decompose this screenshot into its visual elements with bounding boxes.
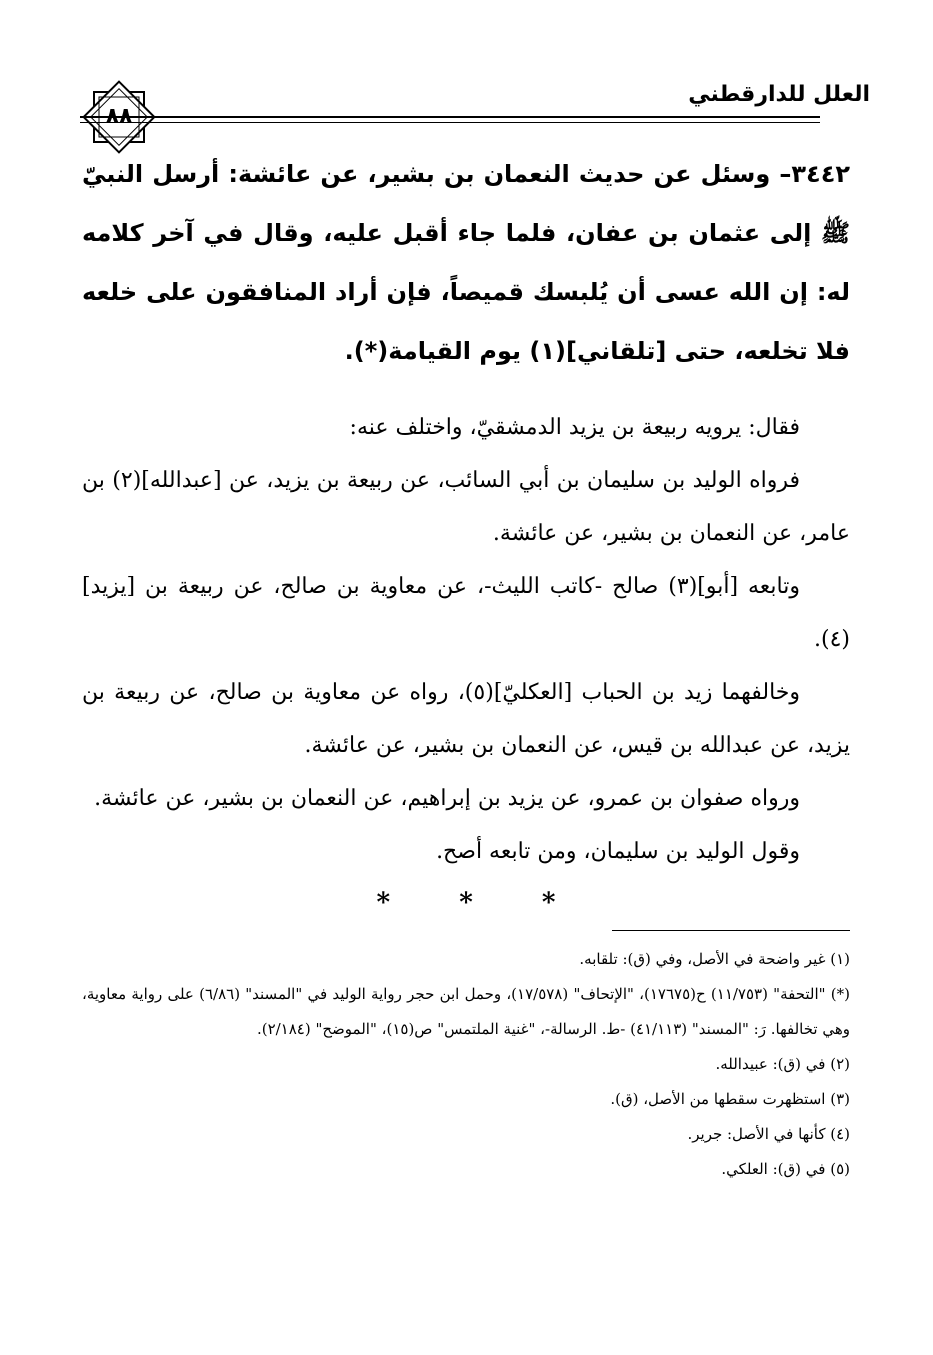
footnote: (٣) استظهرت سقطها من الأصل، (ق). (610, 1090, 850, 1108)
footnote: (٤) كأنها في الأصل: جرير. (687, 1125, 850, 1143)
footnote: (*) "التحفة" (١١/٧٥٣) ح(١٧٦٧٥)، "الإتحاف" (١٧/٥٧٨)، وحمل ابن حجر رواية الوليد في "المسند" (٦/٨٦) على رواية معاوية، وهي تخالفها. رَ: "المسند" (٤١/١١٣) -ط. الرسالة-، "غنية الملتمس" ص(١٥)، "الموضح" (٢/١٨٤). (82, 985, 850, 1038)
book-title: العلل للدارقطني (688, 82, 870, 107)
paragraph: فقال: يرويه ربيعة بن يزيد الدمشقيّ، واختلف عنه: (349, 415, 800, 440)
paragraph: وقول الوليد بن سليمان، ومن تابعه أصح. (436, 839, 800, 864)
footnote: (٥) في (ق): العلكي. (721, 1160, 850, 1178)
section-separator (82, 888, 850, 918)
page-number: ٨٨ (105, 104, 133, 129)
footnote: (١) غير واضحة في الأصل، وفي (ق): تلقابه. (579, 950, 850, 968)
hadith-text: ٣٤٤٢– وسئل عن حديث النعمان بن بشير، عن عائشة: أرسل النبيّ ﷺ إلى عثمان بن عفان، فلما جاء أقبل عليه، وقال في آخر كلامه له: إن الله عسى أن يُلبسك قميصاً، فإن أراد المنافقون على خلعه فلا تخلعه، حتى [تلقاني](١) يوم القيامة(*). (82, 160, 850, 365)
separator-star: * (376, 888, 391, 918)
header-rule-thin (80, 122, 820, 123)
paragraph: وخالفهما زيد بن الحباب [العكليّ](٥)، رواه عن معاوية بن صالح، عن ربيعة بن يزيد، عن عبدالله بن قيس، عن النعمان بن بشير، عن عائشة. (82, 680, 850, 758)
header-rule (80, 116, 820, 118)
footnotes (82, 942, 850, 1187)
paragraph: فرواه الوليد بن سليمان بن أبي السائب، عن ربيعة بن يزيد، عن [عبدالله](٢) بن عامر، عن النعمان بن بشير، عن عائشة. (82, 468, 850, 546)
separator-star: * (459, 888, 473, 918)
footnote-divider (612, 930, 850, 931)
main-text (82, 145, 850, 918)
paragraph: ورواه صفوان بن عمرو، عن يزيد بن إبراهيم، عن النعمان بن بشير، عن عائشة. (94, 786, 800, 811)
page-header (80, 68, 870, 138)
separator-star: * (541, 888, 556, 918)
paragraph: وتابعه [أبو](٣) صالح -كاتب الليث-، عن معاوية بن صالح، عن ربيعة بن [يزيد](٤). (82, 574, 850, 652)
footnote: (٢) في (ق): عبيدالله. (715, 1055, 850, 1073)
